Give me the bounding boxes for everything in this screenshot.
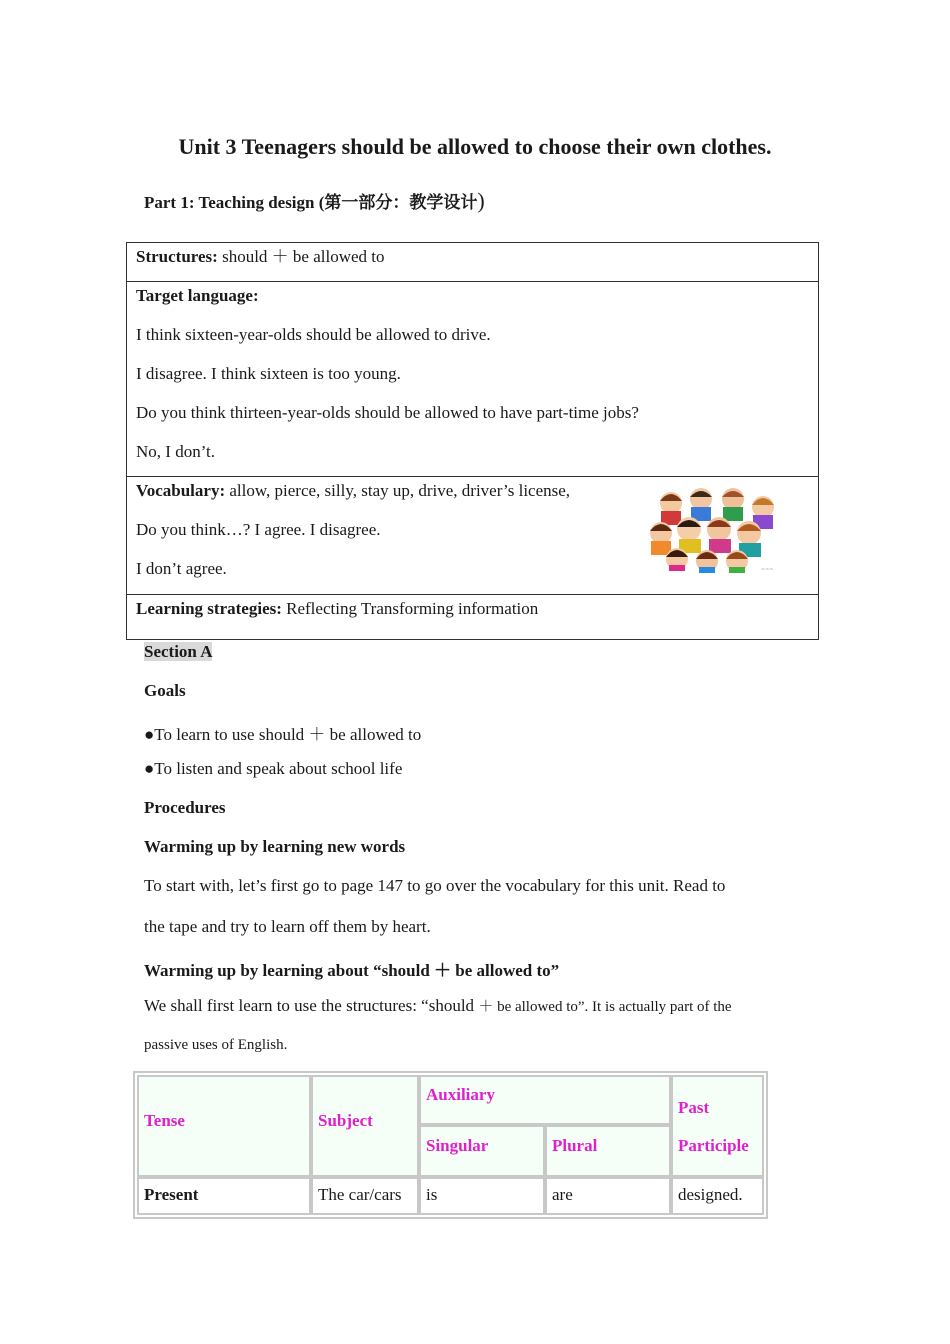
part-heading-paren: ) (477, 188, 485, 213)
face-10 (696, 550, 718, 573)
header-past-participle (671, 1075, 764, 1177)
goals-heading: Goals (144, 681, 186, 700)
target-language-line: Do you think thirteen-year-olds should be allowed to have part-time jobs? (136, 403, 639, 422)
header-past-participle-line2: Participle (678, 1136, 749, 1155)
vocabulary-label: Vocabulary: (136, 481, 226, 500)
warmup-structure-text: passive uses of English. (144, 1037, 288, 1053)
face-7 (707, 517, 731, 553)
procedures-heading: Procedures (144, 798, 226, 817)
warmup-words-text: To start with, let’s first go to page 147 to go over the vocabulary for this unit. Read to (144, 876, 726, 895)
vocabulary-line: Do you think…? I agree. I disagree. (136, 520, 381, 539)
learning-strategies-label: Learning strategies: (136, 599, 282, 618)
face-5 (650, 522, 672, 555)
target-language-row (127, 282, 818, 477)
face-1 (660, 492, 682, 525)
face-11 (726, 550, 748, 573)
structures-label: Structures: (136, 247, 218, 266)
cell-participle: designed. (671, 1177, 764, 1215)
cell-plural: are (545, 1177, 671, 1215)
warmup-words-text: the tape and try to learn off them by heart. (144, 917, 431, 936)
cell-tense: Present (137, 1177, 311, 1215)
structures-row (127, 243, 818, 282)
warmup-structure-text-b: ＋ be allowed to”. It is actually part of the (478, 999, 732, 1015)
face-6 (677, 517, 701, 553)
bullet-icon: ● (144, 725, 155, 744)
part-heading-text: Part 1: Teaching design (第一部分：教学设计 (144, 193, 478, 212)
header-tense: Tense (137, 1075, 311, 1177)
learning-strategies-text: Reflecting Transforming information (281, 599, 539, 618)
header-plural: Plural (545, 1125, 671, 1177)
face-9 (666, 548, 688, 571)
header-subject: Subject (311, 1075, 419, 1177)
warmup-words-heading: Warming up by learning new words (144, 837, 406, 856)
goal-text: To listen and speak about school life (154, 759, 403, 778)
target-language-line: I think sixteen-year-olds should be allowed to drive. (136, 325, 491, 344)
header-past-participle-line1: Past (678, 1098, 710, 1117)
cell-singular: is (419, 1177, 545, 1215)
vocabulary-row (127, 477, 818, 595)
face-3 (722, 488, 744, 521)
section-a-heading (144, 642, 212, 662)
target-language-line: No, I don’t. (136, 442, 216, 461)
part-heading (144, 188, 485, 214)
structures-text: should ＋ be allowed to (217, 247, 385, 266)
grammar-table (133, 1071, 768, 1219)
target-language-line: I disagree. I think sixteen is too young. (136, 364, 401, 383)
warmup-structure-text-a: We shall first learn to use the structures: “should (144, 996, 479, 1015)
svg-text:~~~: ~~~ (761, 567, 774, 573)
header-auxiliary: Auxiliary (419, 1075, 671, 1125)
document-title: Unit 3 Teenagers should be allowed to choose their own clothes. (178, 134, 772, 159)
goal-item (144, 720, 421, 745)
goal-text: To learn to use should ＋ be allowed to (154, 725, 422, 744)
cell-subject: The car/cars (311, 1177, 419, 1215)
teaching-design-table (126, 242, 819, 640)
warmup-structure-heading: Warming up by learning about “should ＋ be allowed to” (144, 961, 560, 980)
bullet-icon: ● (144, 759, 155, 778)
vocabulary-text: allow, pierce, silly, stay up, drive, driver’s license, (225, 481, 571, 500)
section-a-label: Section A (144, 642, 213, 661)
vocabulary-line: I don’t agree. (136, 559, 227, 578)
target-language-label: Target language: (136, 286, 259, 305)
face-2 (690, 488, 712, 521)
teenagers-group-image (649, 485, 785, 581)
learning-strategies-row (127, 595, 818, 639)
warmup-structure-text (144, 995, 732, 1016)
goal-item (144, 759, 402, 779)
header-singular: Singular (419, 1125, 545, 1177)
